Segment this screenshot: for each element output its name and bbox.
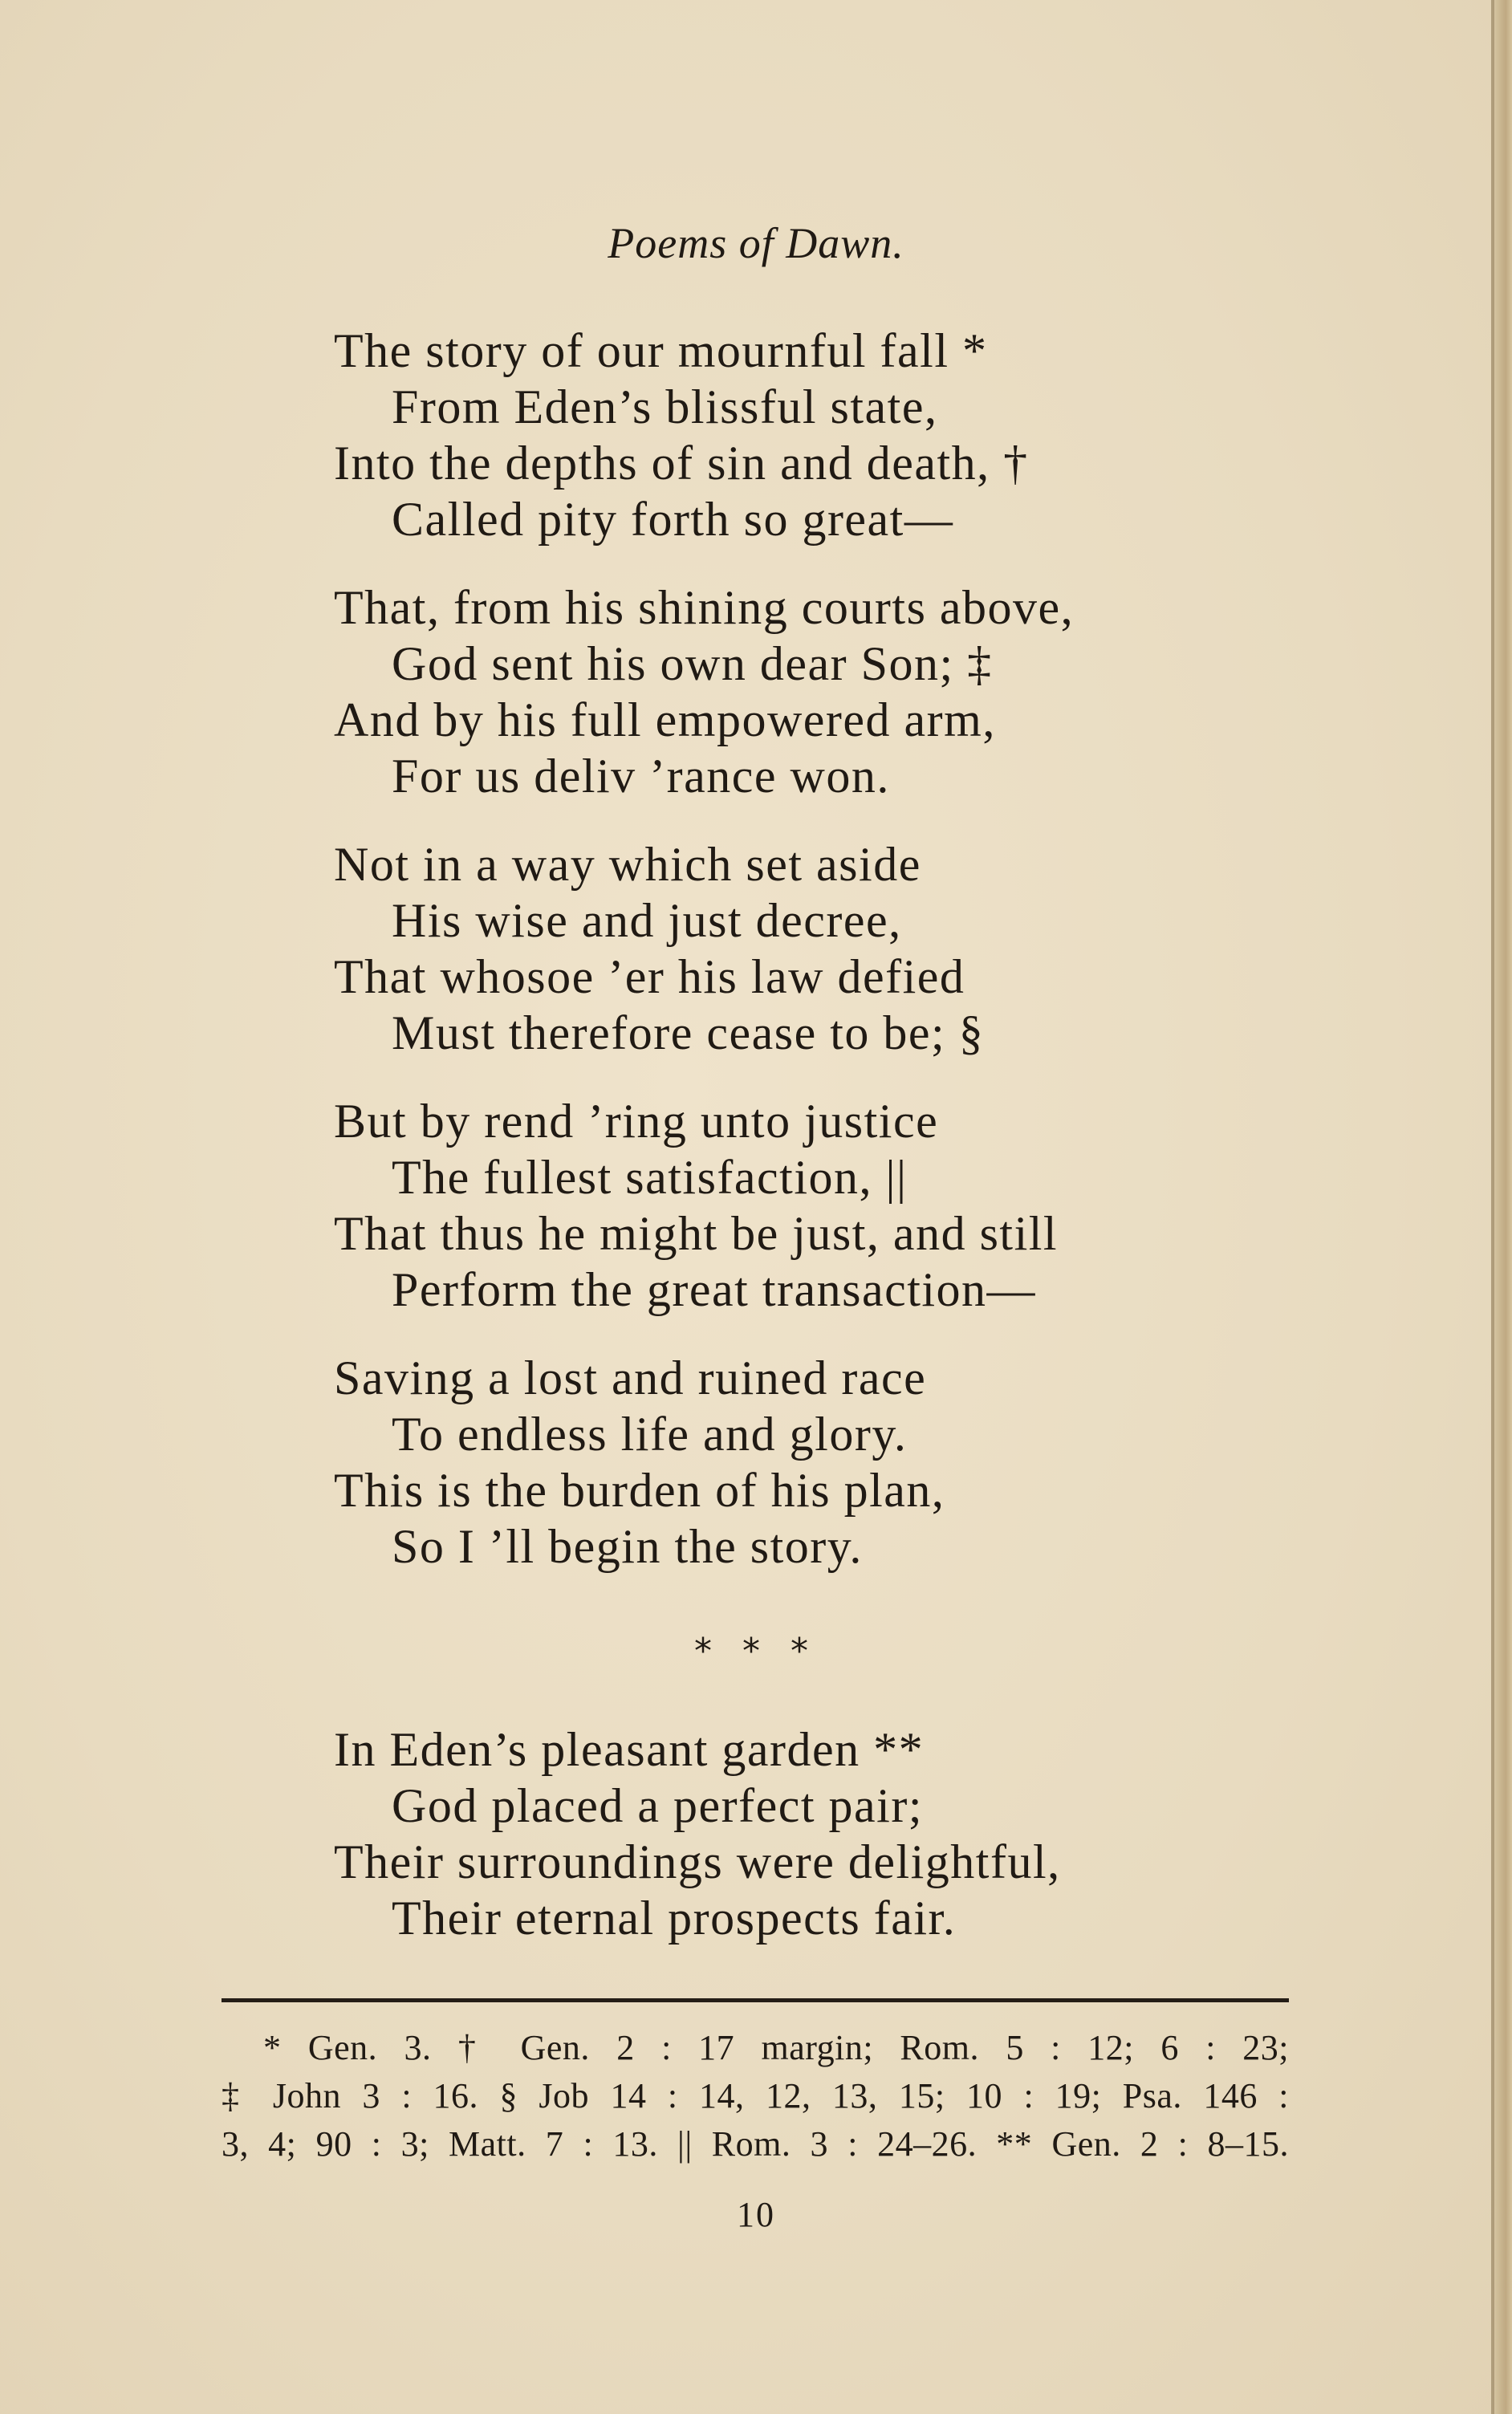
verse-line: This is the burden of his plan, bbox=[334, 1464, 945, 1517]
running-head: Poems of Dawn. bbox=[608, 219, 904, 267]
verse-line: From Eden’s blissful state, bbox=[392, 380, 938, 433]
verse-line: That thus he might be just, and still bbox=[334, 1207, 1059, 1260]
verse-line: Their eternal prospects fair. bbox=[392, 1892, 957, 1945]
verse-line: Their surroundings were delightful, bbox=[334, 1835, 1061, 1888]
poem-continuation bbox=[334, 1721, 1281, 1978]
verse-line: In Eden’s pleasant garden ** bbox=[334, 1723, 925, 1776]
stanza-4 bbox=[334, 1093, 1281, 1318]
stanza-2 bbox=[334, 579, 1281, 804]
verse-line: The fullest satisfaction, || bbox=[392, 1151, 908, 1204]
stanza-6 bbox=[334, 1721, 1281, 1946]
verse-line: Saving a lost and ruined race bbox=[334, 1351, 927, 1404]
verse-line: And by his full empowered arm, bbox=[334, 693, 996, 746]
verse-line: Perform the great transaction— bbox=[392, 1263, 1037, 1316]
page-edge-shadow bbox=[1491, 0, 1494, 2414]
verse-line: For us deliv ’rance won. bbox=[392, 750, 890, 803]
stanza-3 bbox=[334, 836, 1281, 1061]
footnote-rule bbox=[222, 1998, 1289, 2002]
verse-line: To endless life and glory. bbox=[392, 1408, 908, 1461]
verse-line: So I ’ll begin the story. bbox=[392, 1520, 863, 1573]
footnote-line: * Gen. 3. † Gen. 2 : 17 margin; Rom. 5 : 12; 6 : 23; bbox=[263, 2028, 1289, 2067]
verse-line: Into the depths of sin and death, † bbox=[334, 437, 1029, 490]
verse-line: That whosoe ’er his law defied bbox=[334, 950, 965, 1003]
section-break-asterism: * * * bbox=[694, 1631, 818, 1672]
verse-line: His wise and just decree, bbox=[392, 894, 902, 947]
footnotes bbox=[222, 2024, 1289, 2168]
poem-body bbox=[334, 323, 1281, 1607]
verse-line: Must therefore cease to be; § bbox=[392, 1006, 985, 1059]
stanza-1 bbox=[334, 323, 1281, 547]
verse-line: The story of our mournful fall * bbox=[334, 324, 988, 377]
verse-line: But by rend ’ring unto justice bbox=[334, 1095, 939, 1148]
verse-line: That, from his shining courts above, bbox=[334, 581, 1075, 634]
verse-line: God sent his own dear Son; ‡ bbox=[392, 637, 993, 690]
footnote-line: 3, 4; 90 : 3; Matt. 7 : 13. || Rom. 3 : 24–26. ** Gen. 2 : 8–15. bbox=[222, 2124, 1289, 2164]
footnote-line: ‡ John 3 : 16. § Job 14 : 14, 12, 13, 15; 10 : 19; Psa. 146 : bbox=[222, 2076, 1289, 2115]
stanza-5 bbox=[334, 1350, 1281, 1575]
page-number: 10 bbox=[737, 2195, 775, 2234]
verse-line: God placed a perfect pair; bbox=[392, 1779, 923, 1832]
verse-line: Called pity forth so great— bbox=[392, 493, 954, 546]
verse-line: Not in a way which set aside bbox=[334, 838, 921, 891]
